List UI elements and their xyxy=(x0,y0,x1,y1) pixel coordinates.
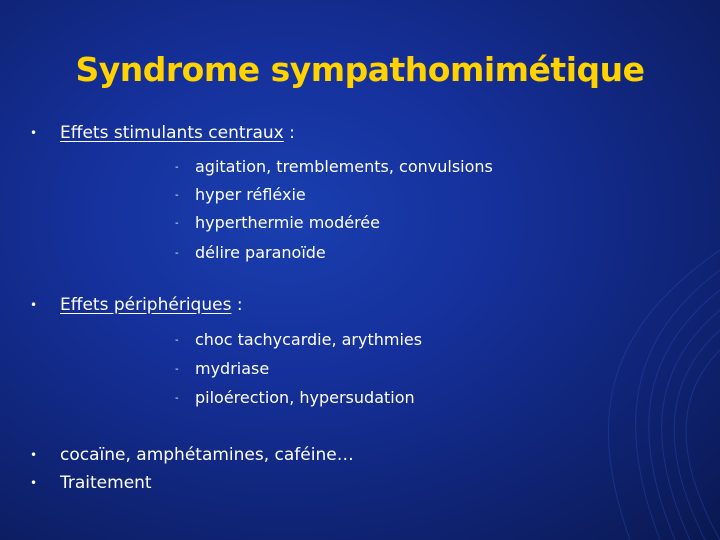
dash-icon: - xyxy=(175,248,179,259)
list-item xyxy=(175,359,269,378)
list-item-text: mydriase xyxy=(195,359,270,378)
list-item-text: délire paranoïde xyxy=(195,243,326,262)
section-peripheral-colon: : xyxy=(231,295,243,315)
section-central-heading xyxy=(30,123,295,143)
bullet-treatment xyxy=(30,473,152,493)
list-item xyxy=(175,243,326,262)
bullet-substances xyxy=(30,445,354,465)
list-item xyxy=(175,388,415,407)
bullet-text: cocaïne, amphétamines, caféine… xyxy=(60,445,354,465)
dash-icon: - xyxy=(175,190,179,201)
dash-icon: - xyxy=(175,393,179,404)
slide-title: Syndrome sympathomimétique xyxy=(75,50,645,89)
list-item xyxy=(175,185,306,204)
dash-icon: - xyxy=(175,364,179,375)
dash-icon: - xyxy=(175,162,179,173)
bullet-icon: • xyxy=(30,448,38,462)
list-item xyxy=(175,157,493,176)
section-peripheral-heading xyxy=(30,295,243,315)
dash-icon: - xyxy=(175,218,179,229)
list-item-text: piloérection, hypersudation xyxy=(195,388,415,407)
section-peripheral-title: Effets périphériques xyxy=(60,295,232,315)
dash-icon: - xyxy=(175,335,179,346)
list-item-text: hyper réfléxie xyxy=(195,185,306,204)
list-item-text: choc tachycardie, arythmies xyxy=(195,330,423,349)
list-item-text: hyperthermie modérée xyxy=(195,213,380,232)
list-item-text: agitation, tremblements, convulsions xyxy=(195,157,493,176)
bullet-text: Traitement xyxy=(60,473,152,493)
list-item xyxy=(175,330,422,349)
section-central-title: Effets stimulants centraux xyxy=(60,123,284,143)
bullet-icon: • xyxy=(30,298,38,312)
bullet-icon: • xyxy=(30,126,38,140)
list-item xyxy=(175,213,380,232)
section-central-colon: : xyxy=(283,123,295,143)
background-swirl-decoration xyxy=(520,250,720,540)
bullet-icon: • xyxy=(30,476,38,490)
